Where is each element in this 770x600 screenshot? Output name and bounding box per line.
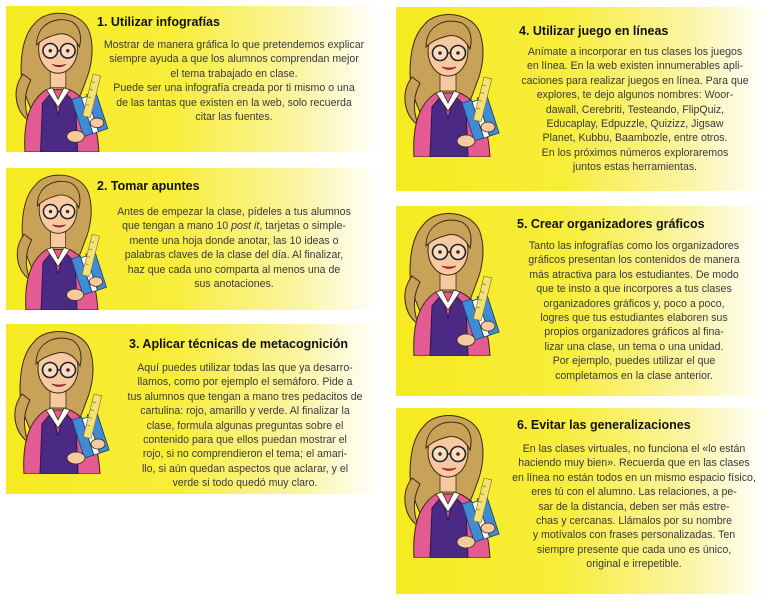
teacher-illustration-icon xyxy=(396,206,504,396)
tip-line: Antes de empezar la clase, pídeles a tus alumnos xyxy=(117,206,351,218)
tip-line: Puede ser una infografía creada por ti mismo o una xyxy=(113,82,355,95)
tip-line: En los próximos números exploraremos xyxy=(541,146,729,159)
tip-body xyxy=(96,38,372,124)
tip-line: gráficos presentan los contenidos de manera xyxy=(528,254,740,267)
tip-line: clase, formula algunas preguntas sobre el xyxy=(146,419,344,432)
tip-line: Tanto las infografías como los organizadores xyxy=(528,240,740,252)
tip-line: que te insto a que incorpores a tus clases xyxy=(536,283,732,296)
tip-title: 6. Evitar las generalizaciones xyxy=(517,418,691,432)
tip-line: propios organizadores gráficos al fina- xyxy=(544,326,724,339)
tip-body xyxy=(508,45,762,175)
tip-line: Aquí puedes utilizar todas las que ya desarro- xyxy=(137,362,353,374)
tip-line: siempre presente que cada uno es único, xyxy=(536,543,732,556)
tip-card-4 xyxy=(396,7,766,191)
tip-line: juntos estas herramientas. xyxy=(572,161,698,174)
tip-title: 3. Aplicar técnicas de metacognición xyxy=(129,337,349,351)
tip-line: palabras claves de la clase del día. Al finalizar, xyxy=(124,249,344,262)
tip-line: haciendo muy bien». Recuerda que en las clases xyxy=(518,457,750,470)
tip-line: en línea. En la web existen innumerables apli- xyxy=(526,60,744,73)
tip-line: organizadores gráficos y, poco a poco, xyxy=(543,297,725,310)
tip-line: sar de la distancia, deben ser más estre- xyxy=(538,500,730,513)
tip-line: sus anotaciones. xyxy=(194,278,274,291)
teacher-illustration-icon xyxy=(396,408,504,594)
tip-line: siempre ayuda a que los alumnos comprendan mejor xyxy=(109,53,359,66)
tip-line: Mostrar de manera gráfica lo que pretendemos explicar xyxy=(103,39,365,51)
tip-text: , tarjetas o simple- xyxy=(259,220,346,233)
tip-italic-text: post it xyxy=(231,220,260,233)
teacher-illustration-icon xyxy=(6,324,114,494)
tip-line: explores, te dejo algunos nombres: Woor- xyxy=(536,89,734,102)
tip-line: contenido para que ellos puedan mostrar el xyxy=(143,434,347,447)
tip-line: eres tú con el alumno. Las relaciones, a pe- xyxy=(531,486,737,499)
tip-line: chas y cercanas. Llámalos por su nombre xyxy=(535,515,733,528)
tip-line: Anímate a incorporar en tus clases los juegos xyxy=(527,46,743,58)
tip-line: En las clases virtuales, no funciona el «lo están xyxy=(522,443,746,455)
tip-line: rojo, si no comprendieron el tema; el amari- xyxy=(142,448,348,461)
tip-line: mente una hoja donde anotar, las 10 ideas o xyxy=(129,234,339,247)
tip-line: verde si todo quedó muy claro. xyxy=(172,477,318,490)
tip-line: dawall, Cerebriti, Testeando, FlipQuiz, xyxy=(545,103,725,116)
tip-line: en línea no están todos en un mismo espacio físico, xyxy=(512,471,756,484)
tip-line: llamos, como por ejemplo el semáforo. Pide a xyxy=(137,376,353,389)
tip-body xyxy=(94,205,374,291)
tip-card-1 xyxy=(6,6,378,152)
tip-line: llo, si aún quedan aspectos que aclarar, y el xyxy=(141,462,349,475)
tip-line: Planet, Kubbu, Baambozle, entre otros. xyxy=(542,132,728,145)
tip-line: completamos en la clase anterior. xyxy=(555,369,713,382)
tip-card-2 xyxy=(6,168,378,310)
tip-line: original e irrepetible. xyxy=(586,558,682,571)
tip-body xyxy=(114,361,376,491)
tip-line: haz que cada uno comparta al menos una de xyxy=(127,263,341,276)
tip-title: 1. Utilizar infografías xyxy=(97,15,220,29)
tip-line: logres que tus estudiantes elaboren sus xyxy=(540,312,728,325)
tip-card-3 xyxy=(6,324,378,494)
tip-title: 5. Crear organizadores gráficos xyxy=(517,217,705,231)
teacher-illustration-icon xyxy=(396,7,504,191)
tip-card-5 xyxy=(396,206,766,396)
tip-body xyxy=(506,239,762,383)
tip-title: 4. Utilizar juego en líneas xyxy=(519,24,669,38)
tip-body xyxy=(506,442,762,572)
tip-line: lizar una clase, un tema o una unidad. xyxy=(544,340,724,353)
tip-line: cartulina: rojo, amarillo y verde. Al finalizar la xyxy=(140,405,350,418)
tip-line: el tema trabajado en clase. xyxy=(170,67,298,80)
tip-line: citar las fuentes. xyxy=(195,111,273,124)
tip-line: caciones para realizar juegos en línea. Para que xyxy=(521,74,749,87)
tip-title: 2. Tomar apuntes xyxy=(97,179,200,193)
tip-text: que tengan a mano 10 xyxy=(122,220,232,233)
tip-card-6 xyxy=(396,408,766,594)
tip-line: de las tantas que existen en la web, solo recuerda xyxy=(116,96,352,109)
tip-line xyxy=(94,219,374,233)
tip-line: y motívalos con frases personalizadas. Ten xyxy=(532,529,736,542)
tip-line: más atractiva para los estudiantes. De modo xyxy=(529,268,739,281)
tip-line: Por ejemplo, puedes utilizar el que xyxy=(552,355,716,368)
tip-line: Educaplay, Edpuzzle, Quizizz, Jigsaw xyxy=(546,118,724,131)
tip-line: tus alumnos que tengan a mano tres pedacitos de xyxy=(127,390,363,403)
